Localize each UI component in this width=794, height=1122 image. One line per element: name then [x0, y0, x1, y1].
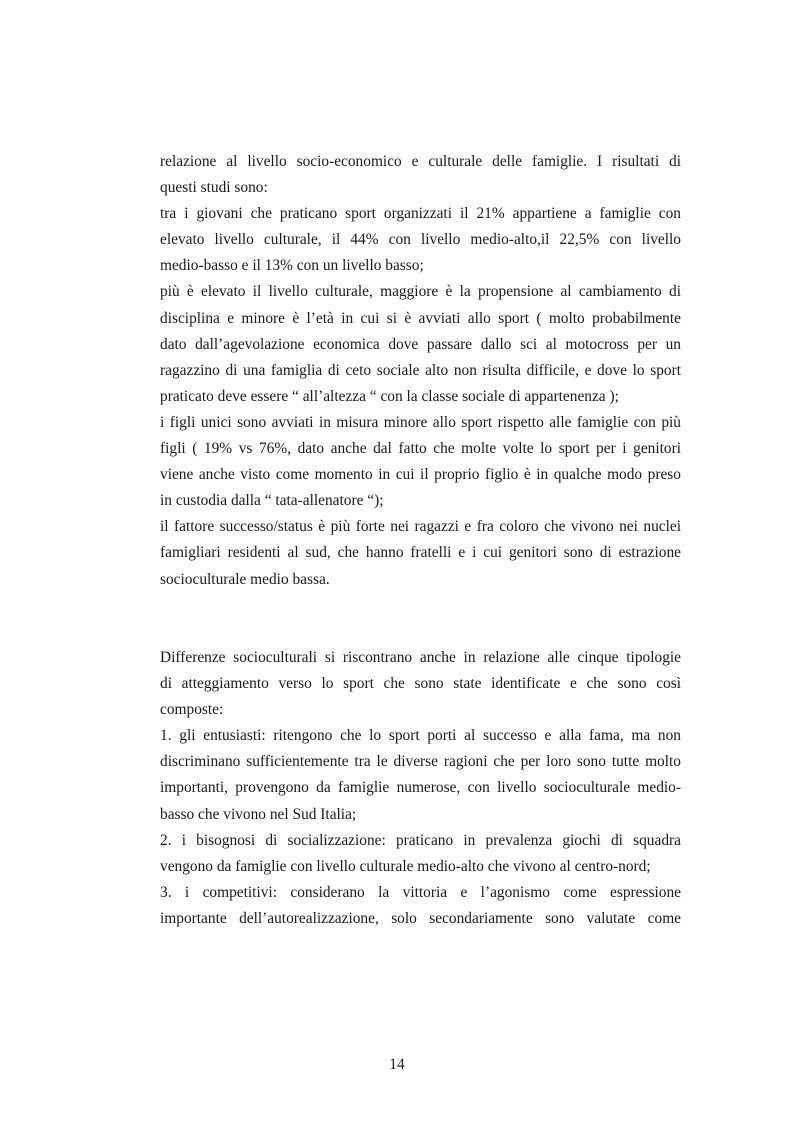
text-line: i figli unici sono avviati in misura minore allo sport rispetto alle famiglie con più [160, 413, 681, 431]
text-line: 3. i competitivi: considerano la vittoria e l’agonismo come espressione [160, 883, 681, 901]
text-line: basso che vivono nel Sud Italia; [160, 805, 357, 823]
text-line: Differenze socioculturali si riscontrano anche in relazione alle cinque tipologie [160, 649, 681, 666]
text-line: figli ( 19% vs 76%, dato anche dal fatto che molte volte lo sport per i genitori [160, 440, 681, 458]
text-line: viene anche visto come momento in cui il proprio figlio è in qualche modo preso [160, 466, 681, 484]
text-line: vengono da famiglie con livello culturale medio-alto che vivono al centro-nord; [160, 857, 651, 875]
text-line: relazione al livello socio-economico e culturale delle famiglie. I risultati di [160, 153, 681, 170]
text-line: dato dall’agevolazione economica dove passare dallo sci al motocross per un [160, 335, 681, 353]
text-line: famigliari residenti al sud, che hanno fratelli e i cui genitori sono di estrazione [160, 544, 681, 562]
text-line: socioculturale medio bassa. [160, 570, 330, 588]
text-line: disciplina e minore è l’età in cui si è avviati allo sport ( molto probabilmente [160, 309, 681, 327]
text-line: elevato livello culturale, il 44% con livello medio-alto,il 22,5% con livello [160, 231, 681, 249]
text-line: il fattore successo/status è più forte nei ragazzi e fra coloro che vivono nei nuclei [160, 518, 681, 536]
page-number: 14 [389, 1056, 405, 1073]
text-line: discriminano sufficientemente tra le diverse ragioni che per loro sono tutte molto [160, 753, 681, 771]
text-line: tra i giovani che praticano sport organizzati il 21% appartiene a famiglie con [160, 205, 681, 223]
text-line: di atteggiamento verso lo sport che sono state identificate e che sono così [160, 675, 681, 693]
paragraph-block-2 [160, 645, 681, 932]
text-line: importanti, provengono da famiglie numerose, con livello socioculturale medio- [160, 779, 681, 797]
text-line: 2. i bisognosi di socializzazione: praticano in prevalenza giochi di squadra [160, 831, 681, 849]
text-line: in custodia dalla “ tata-allenatore “); [160, 492, 384, 510]
text-line: importante dell’autorealizzazione, solo secondariamente sono valutate come [160, 909, 681, 927]
text-line: questi studi sono: [160, 179, 268, 197]
text-line: composte: [160, 701, 224, 719]
text-line: praticato deve essere “ all’altezza “ con la classe sociale di appartenenza ); [160, 387, 619, 405]
text-line: medio-basso e il 13% con un livello basso; [160, 257, 424, 275]
text-line: più è elevato il livello culturale, maggiore è la propensione al cambiamento di [160, 283, 681, 301]
text-line: 1. gli entusiasti: ritengono che lo sport porti al successo e alla fama, ma non [160, 727, 681, 745]
paragraph-block-1 [160, 149, 681, 593]
text-line: ragazzino di una famiglia di ceto sociale alto non risulta difficile, e dove lo sport [160, 361, 681, 379]
